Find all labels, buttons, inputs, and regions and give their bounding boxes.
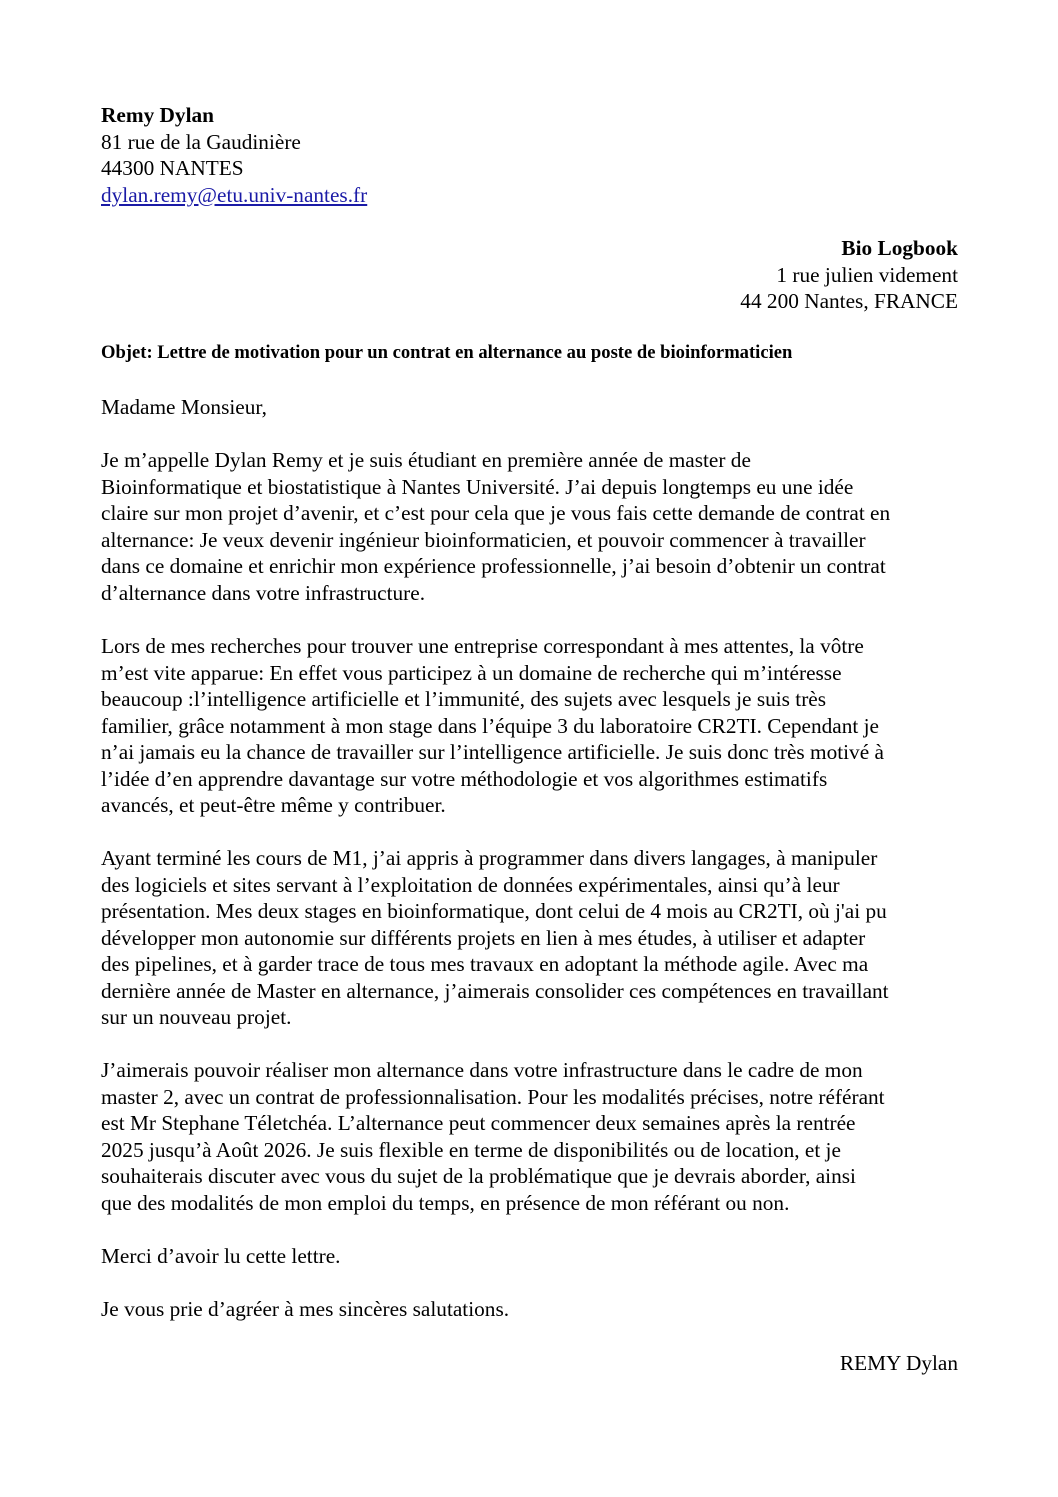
paragraph-line: beaucoup :l’intelligence artificielle et l’immunité, des sujets avec lesquels je suis très xyxy=(101,687,827,711)
recipient-city: 44 200 Nantes, FRANCE xyxy=(740,289,958,313)
paragraph-line: sur un nouveau projet. xyxy=(101,1005,292,1029)
paragraph-line: est Mr Stephane Téletchéa. L’alternance peut commencer deux semaines après la rentrée xyxy=(101,1111,856,1135)
letter-subject: Objet: Lettre de motivation pour un contrat en alternance au poste de bioinformaticien xyxy=(101,342,793,363)
paragraph-line: dans ce domaine et enrichir mon expérience professionnelle, j’ai besoin d’obtenir un contrat xyxy=(101,554,886,578)
paragraph-line: familier, grâce notamment à mon stage dans l’équipe 3 du laboratoire CR2TI. Cependant je xyxy=(101,713,880,738)
closing-line: Je vous prie d’agréer à mes sincères salutations. xyxy=(101,1297,510,1321)
paragraph-line: des pipelines, et à garder trace de tous mes travaux en adoptant la méthode agile. Avec ma xyxy=(101,952,869,976)
recipient-address xyxy=(101,235,958,315)
paragraph-line: Ayant terminé les cours de M1, j’ai appris à programmer dans divers langages, à manipuler xyxy=(101,846,878,870)
sender-city: 44300 NANTES xyxy=(101,156,244,180)
paragraph-line: que des modalités de mon emploi du temps, en présence de mon référant ou non. xyxy=(101,1190,790,1215)
salutation: Madame Monsieur, xyxy=(101,395,267,419)
sender-email-link[interactable]: dylan.remy@etu.univ-nantes.fr xyxy=(101,182,368,207)
paragraph-line: des logiciels et sites servant à l’exploitation de données expérimentales, ainsi qu’à leur xyxy=(101,872,840,897)
body-paragraph-3 xyxy=(101,845,958,1031)
recipient-name: Bio Logbook xyxy=(841,236,958,260)
body-paragraph-1 xyxy=(101,447,958,606)
paragraph-line: alternance: Je veux devenir ingénieur bioinformaticien, et pouvoir commencer à travailler xyxy=(101,527,866,552)
paragraph-line: Lors de mes recherches pour trouver une entreprise correspondant à mes attentes, la vôtre xyxy=(101,634,864,658)
paragraph-line: 2025 jusqu’à Août 2026. Je suis flexible en terme de disponibilités ou de location, et je xyxy=(101,1137,841,1162)
sender-street: 81 rue de la Gaudinière xyxy=(101,129,301,154)
body-paragraph-4 xyxy=(101,1057,958,1216)
signature: REMY Dylan xyxy=(839,1351,958,1375)
paragraph-line: Je m’appelle Dylan Remy et je suis étudiant en première année de master de xyxy=(101,448,751,472)
paragraph-line: m’est vite apparue: En effet vous participez à un domaine de recherche qui m’intéresse xyxy=(101,660,842,685)
paragraph-line: J’aimerais pouvoir réaliser mon alternance dans votre infrastructure dans le cadre de mon xyxy=(101,1058,863,1082)
recipient-street: 1 rue julien videment xyxy=(776,262,958,287)
sender-name: Remy Dylan xyxy=(101,103,214,127)
paragraph-line: présentation. Mes deux stages en bioinformatique, dont celui de 4 mois au CR2TI, où j'ai pu xyxy=(101,899,887,923)
paragraph-line: claire sur mon projet d’avenir, et c’est pour cela que je vous fais cette demande de contrat en xyxy=(101,501,891,525)
paragraph-line: master 2, avec un contrat de professionnalisation. Pour les modalités précises, notre référant xyxy=(101,1084,885,1109)
paragraph-line: avancés, et peut-être même y contribuer. xyxy=(101,793,446,817)
paragraph-line: n’ai jamais eu la chance de travailler sur l’intelligence artificielle. Je suis donc très motivé à xyxy=(101,740,884,764)
paragraph-line: l’idée d’en apprendre davantage sur votre méthodologie et vos algorithmes estimatifs xyxy=(101,766,828,791)
sender-address xyxy=(101,102,958,208)
paragraph-line: dernière année de Master en alternance, j’aimerais consolider ces compétences en travaillant xyxy=(101,978,889,1003)
paragraph-line: souhaiterais discuter avec vous du sujet de la problématique que je devrais aborder, ainsi xyxy=(101,1164,856,1188)
body-paragraph-2 xyxy=(101,633,958,819)
paragraph-line: développer mon autonomie sur différents projets en lien à mes études, à utiliser et adapter xyxy=(101,925,866,950)
thanks-line: Merci d’avoir lu cette lettre. xyxy=(101,1244,341,1268)
paragraph-line: Bioinformatique et biostatistique à Nantes Université. J’ai depuis longtemps eu une idée xyxy=(101,474,854,499)
paragraph-line: d’alternance dans votre infrastructure. xyxy=(101,580,426,605)
